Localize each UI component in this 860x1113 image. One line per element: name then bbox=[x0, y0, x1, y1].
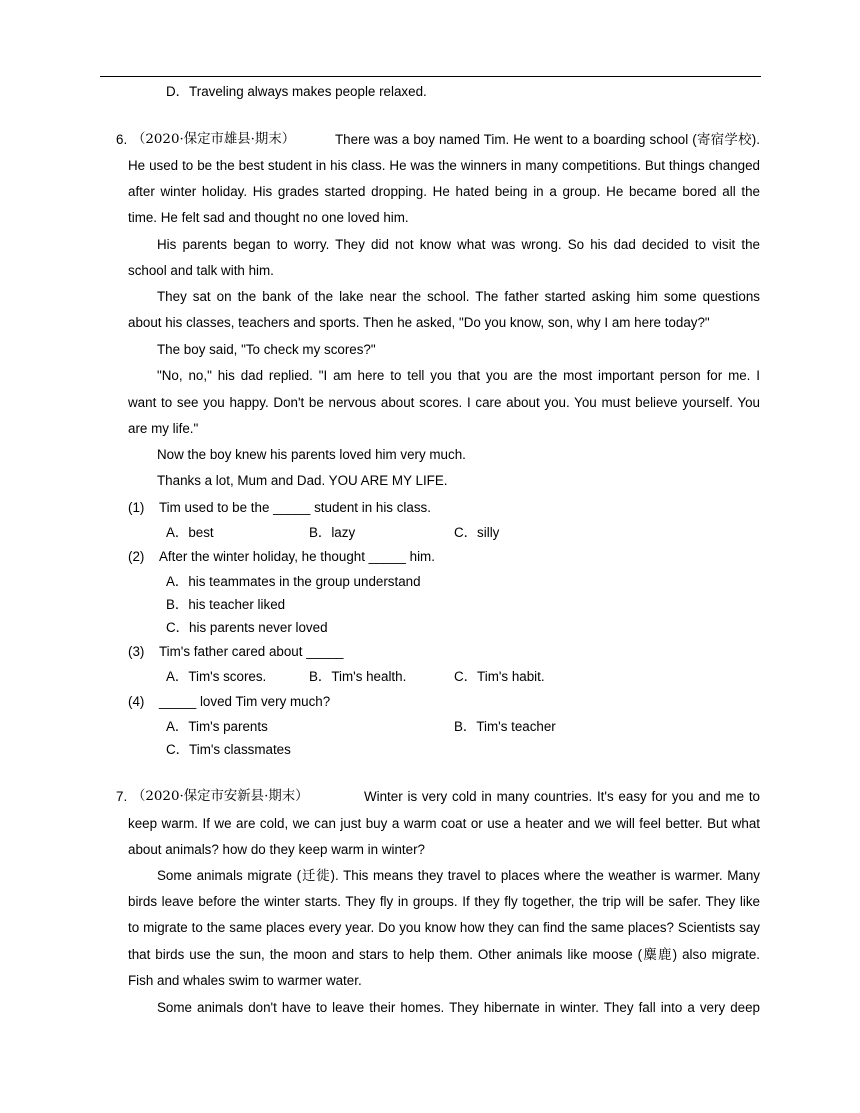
answer-option[interactable]: A．Tim's parents bbox=[166, 719, 268, 734]
question-6-passage-line: "No, no," his dad replied. "I am here to tell you that you are the most important person for me. I bbox=[157, 368, 760, 383]
question-6-passage-line: He used to be the best student in his class. He was the winners in many competitions. But things changed bbox=[128, 158, 760, 173]
answer-option[interactable]: B．his teacher liked bbox=[166, 597, 286, 612]
question-6-passage-line: after winter holiday. His grades started dropping. He hated being in a group. He became bored all the bbox=[128, 184, 760, 199]
sub-question-text: Tim's father cared about _____ bbox=[159, 644, 344, 659]
question-6-passage-line: about his classes, teachers and sports. Then he asked, "Do you know, son, why I am here today?" bbox=[128, 315, 710, 330]
question-6-passage-line: Now the boy knew his parents loved him very much. bbox=[157, 447, 466, 462]
question-7-passage-line: Some animals don't have to leave their homes. They hibernate in winter. They fall into a very deep bbox=[157, 1000, 760, 1015]
answer-option[interactable]: C．his parents never loved bbox=[166, 620, 328, 635]
question-6-passage-line: His parents began to worry. They did not know what was wrong. So his dad decided to visit the bbox=[157, 237, 760, 252]
sub-question-number: (2) bbox=[128, 549, 145, 564]
answer-option[interactable]: C．Tim's habit. bbox=[454, 669, 545, 684]
answer-option[interactable]: C．Tim's classmates bbox=[166, 742, 291, 757]
answer-option[interactable]: B．lazy bbox=[309, 525, 356, 540]
question-7-passage-line: that birds use the sun, the moon and stars to help them. Other animals like moose (麋鹿) also migrate. bbox=[128, 947, 760, 962]
question-7-passage-line: keep warm. If we are cold, we can just buy a warm coat or use a heater and we will feel better. But what bbox=[128, 816, 760, 831]
sub-question-number: (1) bbox=[128, 500, 145, 515]
question-6-passage-line: There was a boy named Tim. He went to a boarding school (寄宿学校). bbox=[335, 132, 760, 147]
question-7-passage-line: Fish and whales swim to warmer water. bbox=[128, 973, 362, 988]
question-7-source: （2020·保定市安新县·期末） bbox=[132, 789, 309, 804]
question-6-passage-line: They sat on the bank of the lake near the school. The father started asking him some questions bbox=[157, 289, 760, 304]
sub-question-text: _____ loved Tim very much? bbox=[159, 694, 331, 709]
question-6-passage-line: school and talk with him. bbox=[128, 263, 274, 278]
header-rule bbox=[100, 76, 761, 77]
question-6-passage-line: want to see you happy. Don't be nervous about scores. I care about you. You must believe yourself. You bbox=[128, 395, 760, 410]
answer-option[interactable]: C．silly bbox=[454, 525, 500, 540]
question-6-passage-line: Thanks a lot, Mum and Dad. YOU ARE MY LIFE. bbox=[157, 473, 448, 488]
answer-option[interactable]: A．his teammates in the group understand bbox=[166, 574, 421, 589]
answer-option[interactable]: A．best bbox=[166, 525, 214, 540]
question-7-passage-line: to migrate to the same places every year. Do you know how they can find the same places? Scientists say bbox=[128, 920, 760, 935]
question-7-passage-line: Some animals migrate (迁徙). This means they travel to places where the weather is warmer. Many bbox=[157, 868, 760, 883]
sub-question-number: (3) bbox=[128, 644, 145, 659]
sub-question-text: After the winter holiday, he thought _____ him. bbox=[159, 549, 435, 564]
sub-question-text: Tim used to be the _____ student in his class. bbox=[159, 500, 431, 515]
question-6-number: 6. bbox=[116, 132, 128, 147]
question-7-passage-line: Winter is very cold in many countries. It's easy for you and me to bbox=[364, 789, 760, 804]
question-6-source: （2020·保定市雄县·期末） bbox=[132, 132, 296, 147]
question-6-passage-line: time. He felt sad and thought no one loved him. bbox=[128, 210, 409, 225]
question-6-passage-line: are my life." bbox=[128, 421, 199, 436]
previous-question-option-d: D．Traveling always makes people relaxed. bbox=[166, 84, 427, 99]
question-6-passage-line: The boy said, "To check my scores?" bbox=[157, 342, 376, 357]
answer-option[interactable]: B．Tim's health. bbox=[309, 669, 407, 684]
sub-question-number: (4) bbox=[128, 694, 145, 709]
answer-option[interactable]: B．Tim's teacher bbox=[454, 719, 556, 734]
answer-option[interactable]: A．Tim's scores. bbox=[166, 669, 267, 684]
question-7-number: 7. bbox=[116, 789, 128, 804]
question-7-passage-line: about animals? how do they keep warm in winter? bbox=[128, 842, 425, 857]
question-7-passage-line: birds leave before the winter starts. They fly in groups. If they fly together, the trip will be safer. They like bbox=[128, 894, 760, 909]
